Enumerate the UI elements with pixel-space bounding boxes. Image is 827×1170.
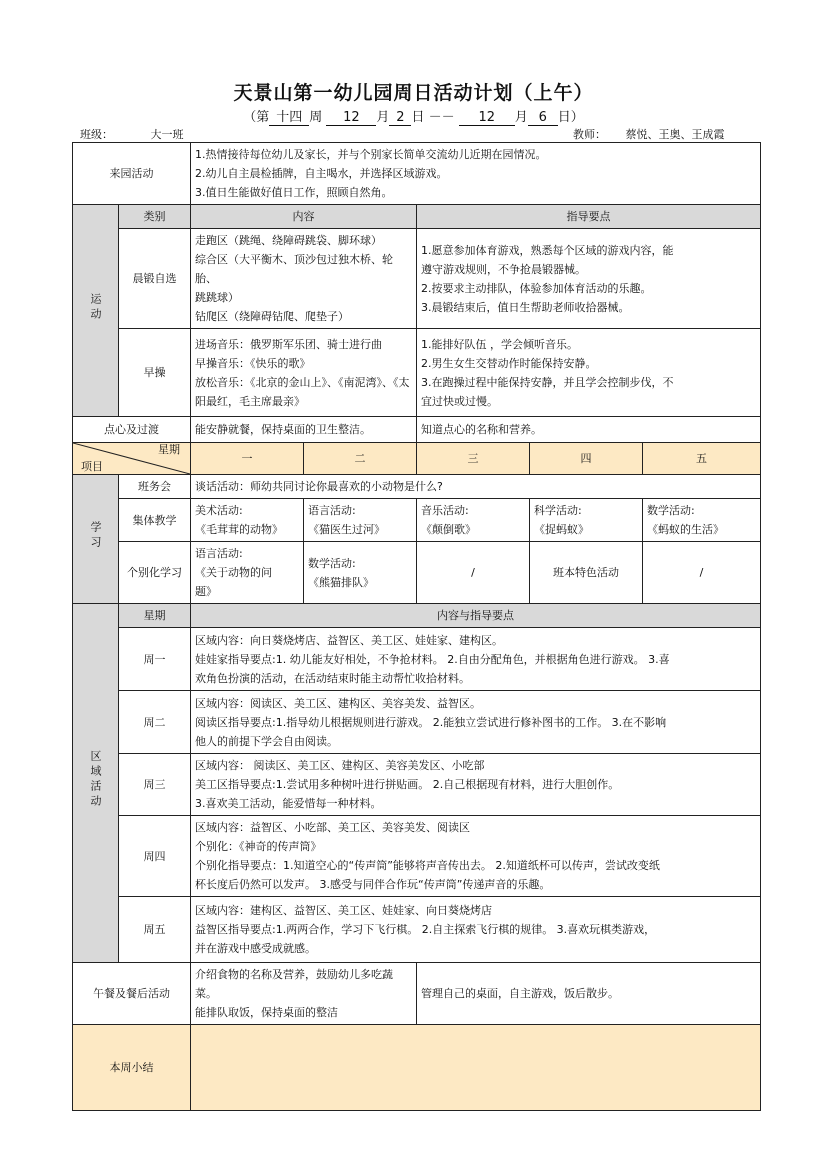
arrival-row [73, 143, 761, 205]
month-unit-2: 月 [514, 110, 528, 125]
area-row-friday [73, 897, 761, 963]
summary-row [73, 1025, 761, 1111]
day-friday: 五 [643, 443, 761, 475]
arrival-line: 2.幼儿自主晨检插牌，自主喝水，并选择区域游戏。 [195, 167, 448, 180]
arrival-content [191, 143, 761, 205]
day-thursday: 四 [530, 443, 643, 475]
arrival-line: 1.热情接待每位幼儿及家长，并与个别家长简单交流幼儿近期在园情况。 [195, 148, 547, 161]
item-label: 项目 [81, 460, 103, 473]
area-col-day: 星期 [119, 604, 191, 628]
area-day-content: 区域内容： 阅读区、美工区、建构区、美容美发区、小吃部 美工区指导要点:1.尝试用多种树叶进行拼贴画。 2.自己根据现有材料，进行大胆创作。 3.喜欢美工活动，能爱惜每一种材料。 [191, 754, 761, 816]
start-month: 12 [326, 111, 376, 126]
indiv-wednesday: / [417, 542, 530, 604]
class-info [80, 126, 221, 143]
day-separator: 日 －－ [411, 110, 455, 125]
area-day-label: 周一 [119, 628, 191, 691]
class-meeting-content: 谈话活动：师幼共同讨论你最喜欢的小动物是什么? [191, 475, 761, 499]
exercise-content: 进场音乐：俄罗斯军乐团、骑士进行曲 早操音乐：《快乐的歌》 放松音乐：《北京的金山上》、《南泥湾》、《太 阳最红，毛主席最亲》 [191, 329, 417, 417]
sports-header-row [73, 205, 761, 229]
week-number: 十四 [269, 111, 309, 126]
date-suffix: 日） [557, 110, 584, 125]
morning-points: 1.愿意参加体育游戏，熟悉每个区域的游戏内容，能 遵守游戏规则，不争抢晨锻器械。 2.按要求主动排队，体验参加体育活动的乐趣。 3.晨锻结束后，值日生帮助老师收拾器械。 [417, 229, 761, 329]
area-row-wednesday [73, 754, 761, 816]
sports-label: 运动 [73, 205, 119, 417]
month-unit: 月 [376, 110, 390, 125]
morning-drill-row [73, 329, 761, 417]
class-label: 班级： [80, 128, 113, 141]
day-monday: 一 [191, 443, 304, 475]
group-tuesday: 语言活动: 《猫医生过河》 [304, 499, 417, 542]
morning-label: 晨锻自选 [119, 229, 191, 329]
exercise-label: 早操 [119, 329, 191, 417]
individual-learning-label: 个别化学习 [119, 542, 191, 604]
exercise-points: 1.能排好队伍 ，学会倾听音乐。 2.男生女生交替动作时能保持安静。 3.在跑操过程中能保持安静，并且学会控制步伐，不 宜过快或过慢。 [417, 329, 761, 417]
area-day-content: 区域内容：向日葵烧烤店、益智区、美工区、娃娃家、建构区。 娃娃家指导要点:1. 幼儿能友好相处，不争抢材料。 2.自由分配角色，并根据角色进行游戏。 3.喜 欢角色扮演的活动，在活动结束时能主动帮忙收拾材料。 [191, 628, 761, 691]
morning-exercise-row [73, 229, 761, 329]
snack-content: 能安静就餐，保持桌面的卫生整洁。 [191, 417, 417, 443]
area-header-row [73, 604, 761, 628]
sports-col-points: 指导要点 [417, 205, 761, 229]
teacher-value: 蔡悦、王奥、王成霞 [606, 126, 744, 143]
indiv-thursday: 班本特色活动 [530, 542, 643, 604]
indiv-monday: 语言活动: 《关于动物的问 题》 [191, 542, 304, 604]
plan-table [72, 142, 761, 1111]
end-month: 12 [459, 111, 515, 126]
individual-learning-row [73, 542, 761, 604]
group-teaching-label: 集体教学 [119, 499, 191, 542]
week-diagonal-cell [73, 443, 191, 475]
area-row-monday [73, 628, 761, 691]
group-friday: 数学活动: 《蚂蚁的生活》 [643, 499, 761, 542]
summary-content[interactable] [191, 1025, 761, 1111]
date-range [0, 106, 827, 126]
morning-content: 走跑区（跳绳、绕障碍跳袋、脚环球） 综合区（大平衡木、顶沙包过独木桥、轮胎、 跳跳球） 钻爬区（绕障碍钻爬、爬垫子） [191, 229, 417, 329]
snack-row [73, 417, 761, 443]
area-day-content: 区域内容：益智区、小吃部、美工区、美容美发、阅读区 个别化：《神奇的传声筒》 个别化指导要点：1.知道空心的“传声筒”能够将声音传出去。 2.知道纸杯可以传声，尝试改变纸 杯长度后仍然可以发声。 3.感受与同伴合作玩“传声筒”传递声音的乐趣。 [191, 816, 761, 897]
area-day-label: 周二 [119, 691, 191, 754]
lunch-content: 介绍食物的名称及营养，鼓励幼儿多吃蔬菜。 能排队取饭，保持桌面的整洁 [191, 963, 417, 1025]
indiv-friday: / [643, 542, 761, 604]
lunch-label: 午餐及餐后活动 [73, 963, 191, 1025]
group-teaching-row [73, 499, 761, 542]
area-row-tuesday [73, 691, 761, 754]
sports-col-content: 内容 [191, 205, 417, 229]
group-monday: 美术活动: 《毛茸茸的动物》 [191, 499, 304, 542]
area-day-content: 区域内容：阅读区、美工区、建构区、美容美发、益智区。 阅读区指导要点:1.指导幼儿根据规则进行游戏。 2.能独立尝试进行修补图书的工作。 3.在不影响 他人的前提下学会自由阅读。 [191, 691, 761, 754]
area-day-label: 周四 [119, 816, 191, 897]
teacher-info [573, 126, 744, 143]
sports-col-type: 类别 [119, 205, 191, 229]
indiv-tuesday: 数学活动: 《熊猫排队》 [304, 542, 417, 604]
snack-points: 知道点心的名称和营养。 [417, 417, 761, 443]
day-wednesday: 三 [417, 443, 530, 475]
week-label: 星期 [158, 443, 180, 456]
summary-label: 本周小结 [73, 1025, 191, 1111]
day-tuesday: 二 [304, 443, 417, 475]
area-col-content: 内容与指导要点 [191, 604, 761, 628]
class-meeting-label: 班务会 [119, 475, 191, 499]
arrival-line: 3.值日生能做好值日工作，照顾自然角。 [195, 186, 393, 199]
learning-label: 学习 [73, 475, 119, 604]
class-meeting-row [73, 475, 761, 499]
area-day-content: 区域内容：建构区、益智区、美工区、娃娃家、向日葵烧烤店 益智区指导要点:1.两两合作，学习下飞行棋。 2.自主探索飞行棋的规律。 3.喜欢玩棋类游戏， 并在游戏中感受成就感。 [191, 897, 761, 963]
start-day: 2 [389, 111, 411, 126]
date-prefix: （第 [243, 110, 270, 125]
area-label: 区域活动 [73, 604, 119, 963]
snack-label: 点心及过渡 [73, 417, 191, 443]
lunch-row [73, 963, 761, 1025]
group-wednesday: 音乐活动: 《颠倒歌》 [417, 499, 530, 542]
page-title: 天景山第一幼儿园周日活动计划（上午） [233, 82, 594, 104]
area-day-label: 周三 [119, 754, 191, 816]
area-day-label: 周五 [119, 897, 191, 963]
week-unit: 周 [309, 110, 323, 125]
area-row-thursday [73, 816, 761, 897]
teacher-label: 教师： [573, 128, 606, 141]
week-header-row [73, 443, 761, 475]
group-thursday: 科学活动: 《捉蚂蚁》 [530, 499, 643, 542]
lunch-points: 管理自己的桌面，自主游戏，饭后散步。 [417, 963, 761, 1025]
end-day: 6 [528, 111, 558, 126]
arrival-label: 来园活动 [73, 143, 191, 205]
class-value: 大一班 [113, 126, 221, 143]
